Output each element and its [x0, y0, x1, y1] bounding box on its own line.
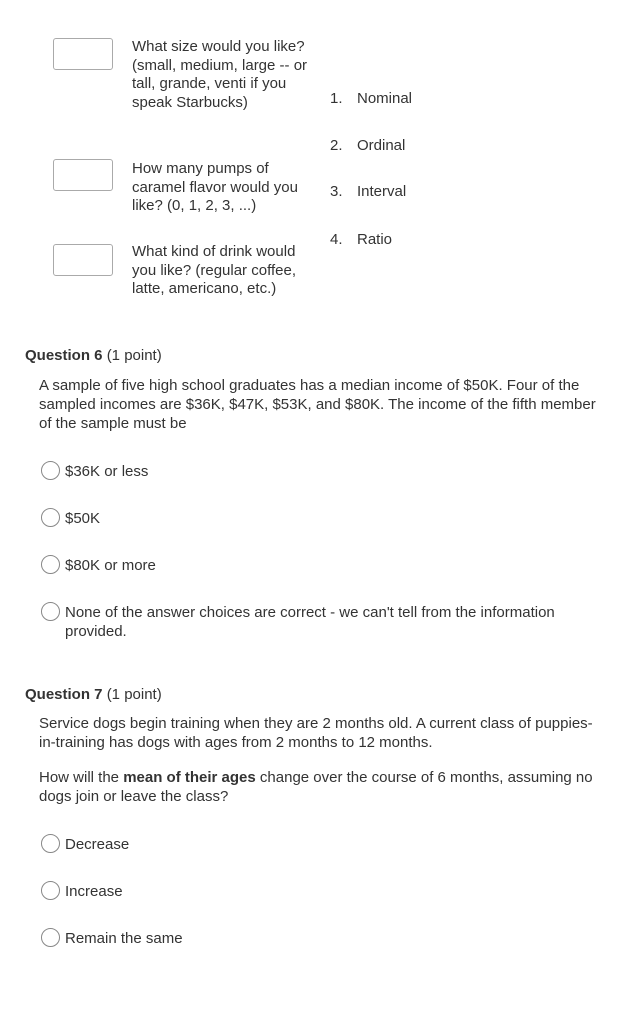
match-option-label: Nominal — [357, 90, 413, 107]
choice-label: Decrease — [65, 836, 130, 853]
choice-label: $36K or less — [65, 463, 149, 480]
match-option-1 — [330, 90, 412, 107]
q6-choice-1[interactable] — [41, 462, 148, 481]
q7-choice-3[interactable] — [41, 929, 183, 948]
choice-label: $80K or more — [65, 557, 156, 574]
match-option-number: 2. — [330, 137, 343, 154]
match-option-4 — [330, 231, 392, 248]
question-title: Question 6 — [25, 347, 103, 364]
match-option-number: 4. — [330, 231, 343, 248]
match-option-label: Interval — [357, 183, 407, 200]
match-option-2 — [330, 137, 405, 154]
question-points: (1 point) — [106, 347, 162, 364]
q6-choice-3[interactable] — [41, 556, 156, 575]
question-7-text-1: Service dogs begin training when they are 2 months old. A current class of puppies-in-training has dogs with ages from 2 months to 12 months. — [39, 715, 593, 751]
match-option-3 — [330, 183, 406, 200]
match-answer-input-3[interactable] — [53, 244, 113, 276]
q6-choice-4[interactable] — [41, 603, 601, 641]
match-prompt-2: How many pumps of caramel flavor would you like? (0, 1, 2, 3, ...) — [132, 160, 298, 214]
match-option-label: Ordinal — [357, 137, 406, 154]
radio-button[interactable] — [41, 881, 60, 900]
choice-label: Increase — [65, 883, 123, 900]
question-text-post: change over the course of 6 months, assuming no dogs join or leave the class? — [39, 769, 593, 805]
choice-label: Remain the same — [65, 930, 183, 947]
choice-label: $50K — [65, 510, 101, 527]
radio-button[interactable] — [41, 928, 60, 947]
radio-button[interactable] — [41, 461, 60, 480]
match-prompt-3: What kind of drink would you like? (regular coffee, latte, americano, etc.) — [132, 243, 296, 297]
choice-label: None of the answer choices are correct - we can't tell from the information provided. — [65, 604, 555, 640]
question-7-title — [25, 686, 162, 703]
match-answer-input-2[interactable] — [53, 159, 113, 191]
match-answer-input-1[interactable] — [53, 38, 113, 70]
radio-button[interactable] — [41, 602, 60, 621]
question-points: (1 point) — [106, 686, 162, 703]
radio-button[interactable] — [41, 508, 60, 527]
question-title: Question 7 — [25, 686, 103, 703]
q6-choice-2[interactable] — [41, 509, 100, 528]
question-text-emphasis: mean of their ages — [123, 769, 256, 786]
radio-button[interactable] — [41, 555, 60, 574]
match-option-number: 3. — [330, 183, 343, 200]
question-7-text-2 — [39, 768, 599, 806]
match-option-label: Ratio — [357, 231, 393, 248]
radio-button[interactable] — [41, 834, 60, 853]
match-prompt-1: What size would you like? (small, medium, large -- or tall, grande, venti if you speak Starbucks) — [132, 38, 308, 111]
match-option-number: 1. — [330, 90, 343, 107]
q7-choice-1[interactable] — [41, 835, 129, 854]
question-6-text: A sample of five high school graduates has a median income of $50K. Four of the sampled incomes are $36K, $47K, $53K, and $80K. The income of the fifth member of the sample must be — [39, 377, 596, 432]
q7-choice-2[interactable] — [41, 882, 123, 901]
question-text-pre: How will the — [39, 769, 124, 786]
question-6-title — [25, 347, 162, 364]
